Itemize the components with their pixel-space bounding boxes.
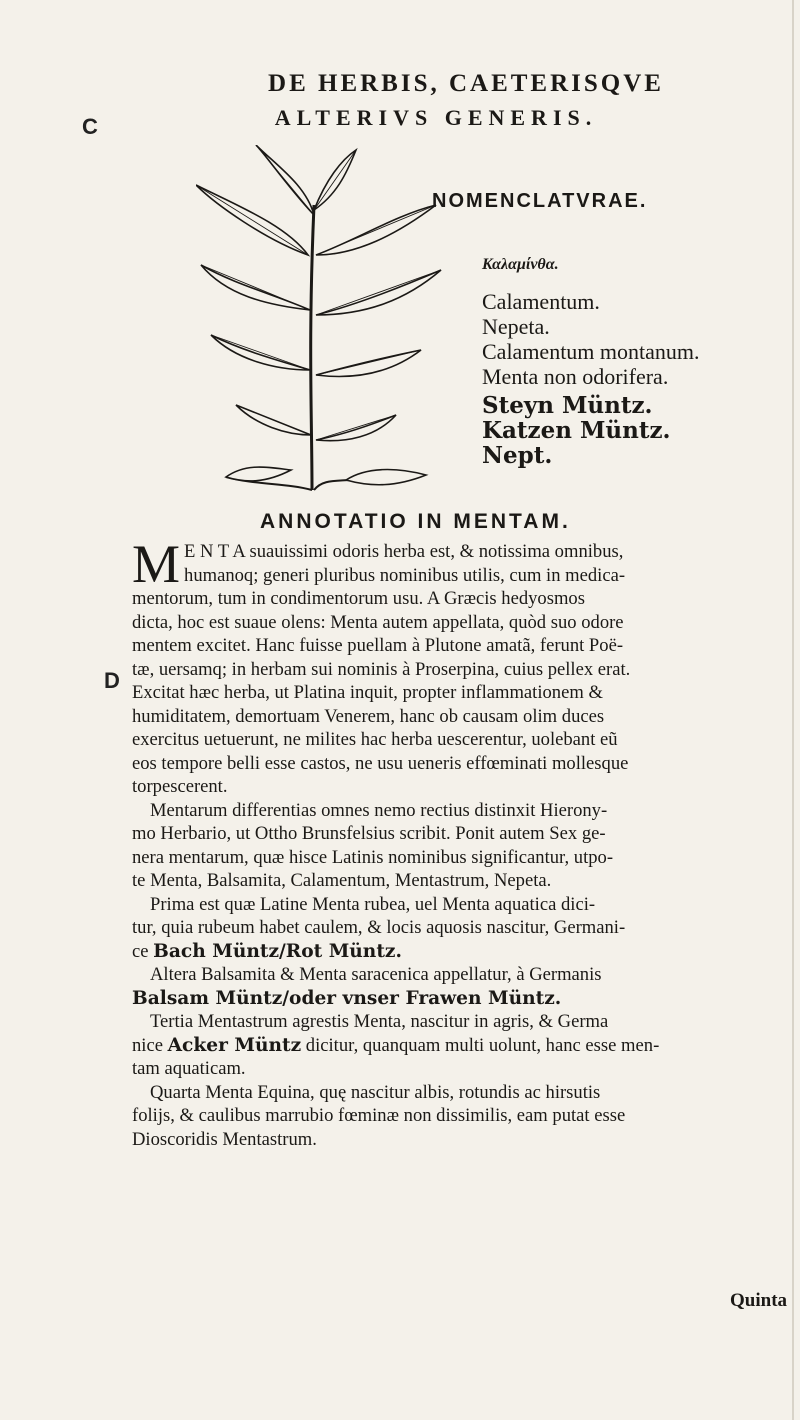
- german-name: Nept.: [482, 442, 553, 469]
- text-line: mo Herbario, ut Ottho Brunsfelsius scribit. Ponit autem Sex ge-: [132, 823, 606, 844]
- body-text: [132, 534, 782, 1151]
- text-line: Quarta Menta Equina, quę nascitur albis, rotundis ac hirsutis: [150, 1081, 601, 1103]
- text-line: dicta, hoc est suaue olens: Menta autem appellata, quòd suo odore: [132, 611, 624, 633]
- german-gothic-text: Acker Müntz: [167, 1034, 302, 1056]
- text-fragment: ce: [132, 940, 154, 962]
- drop-cap: M: [132, 534, 181, 594]
- margin-signature-d: D: [104, 668, 120, 693]
- german-names: [482, 393, 671, 468]
- heading-line-1: DE HERBIS, CAETERISQVE: [268, 70, 664, 97]
- text-line: folijs, & caulibus marrubio fœminæ non dissimilis, eam putat esse: [132, 1105, 626, 1126]
- text-fragment: nice: [132, 1034, 168, 1056]
- latin-name: Calamentum.: [482, 289, 600, 314]
- text-line: exercitus uetuerunt, ne milites hac herba uescerentur, uolebant eũ: [132, 729, 618, 750]
- text-line: tur, quia rubeum habet caulem, & locis aquosis nascitur, Germani-: [132, 917, 626, 938]
- text-line: Excitat hæc herba, ut Platina inquit, propter inflammationem &: [132, 682, 603, 703]
- text-line: Altera Balsamita & Menta saracenica appellatur, à Germanis: [150, 964, 602, 985]
- text-line: Tertia Mentastrum agrestis Menta, nascitur in agris, & Germa: [150, 1011, 609, 1032]
- page-edge: [792, 0, 794, 1420]
- text-line: Prima est quæ Latine Menta rubea, uel Menta aquatica dici-: [150, 893, 596, 915]
- text-line: mentorum, tum in condimentorum usu. A Græcis hedyosmos: [132, 588, 585, 609]
- latin-name: Calamentum montanum.: [482, 339, 700, 364]
- catchword: Quinta: [730, 1290, 788, 1311]
- text-line: mentem excitet. Hanc fuisse puellam à Plutone amatã, ferunt Poë-: [132, 635, 624, 656]
- latin-names: [482, 289, 700, 389]
- german-name: Katzen Müntz.: [482, 417, 671, 444]
- text-line: torpescerent.: [132, 776, 228, 797]
- text-line: Mentarum differentias omnes nemo rectius distinxit Hierony-: [150, 799, 608, 821]
- text-line: nera mentarum, quæ hisce Latinis nominibus significantur, utpo-: [132, 846, 614, 868]
- latin-name: Nepeta.: [482, 314, 550, 339]
- german-name: Steyn Müntz.: [482, 392, 653, 419]
- latin-name: Menta non odorifera.: [482, 364, 669, 389]
- text-line: humanoq; generi pluribus nominibus utilis, cum in medica-: [184, 564, 626, 586]
- text-line: [132, 940, 782, 964]
- annotation-heading: ANNOTATIO IN MENTAM.: [260, 510, 571, 533]
- text-line: tæ, uersamq; in herbam sui nominis à Proserpina, cuius pellex erat.: [132, 658, 631, 680]
- text-line: te Menta, Balsamita, Calamentum, Mentastrum, Nepeta.: [132, 870, 552, 891]
- text-line: eos tempore belli esse castos, ne usu ueneris effœminati mollesque: [132, 752, 629, 774]
- text-line: Dioscoridis Mentastrum.: [132, 1128, 317, 1150]
- german-gothic-text: Balsam Müntz/oder vnser Frawen Müntz.: [132, 987, 562, 1009]
- text-line: tam aquaticam.: [132, 1058, 246, 1079]
- greek-name: Καλαμίνθα.: [482, 256, 559, 273]
- mint-plant-woodcut: [196, 145, 446, 500]
- text-line: humiditatem, demortuam Venerem, hanc ob causam olim duces: [132, 705, 605, 727]
- text-fragment: dicitur, quanquam multi uolunt, hanc esse men-: [301, 1034, 660, 1056]
- text-line: [132, 1034, 782, 1058]
- text-line: E N T A suauissimi odoris herba est, & notissima omnibus,: [184, 541, 624, 562]
- heading-line-2: ALTERIVS GENERIS.: [274, 105, 598, 130]
- nomenclature-heading: NOMENCLATVRAE.: [432, 190, 648, 212]
- german-gothic-text: Bach Müntz/Rot Müntz.: [153, 940, 402, 962]
- margin-signature-c: C: [82, 114, 98, 139]
